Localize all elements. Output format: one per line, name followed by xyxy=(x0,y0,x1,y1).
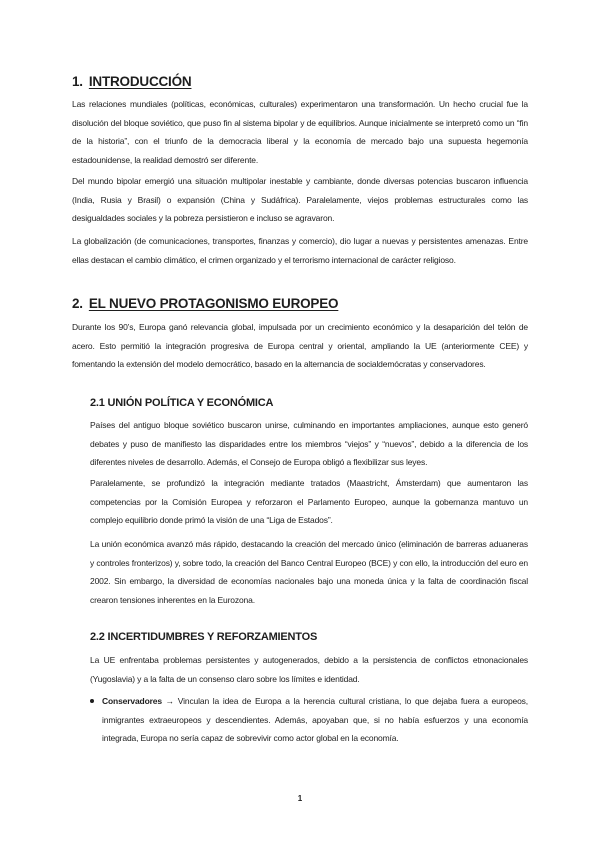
section-2-heading xyxy=(72,296,338,311)
section-2-1-paragraph-1: Países del antiguo bloque soviético buscaron unirse, culminando en importantes ampliaciones, aunque esto generó debates y puso de manifiesto las disparidades entre los miembros “viejos” y “nuevos”, debido a la diferencia de los diferentes niveles de desarrollo. Además, el Consejo de Europa obligó a flexibilizar sus leyes. xyxy=(90,420,528,468)
section-2-1-paragraph-3: La unión económica avanzó más rápido, destacando la creación del mercado único (eliminación de barreras aduaneras y controles fronterizos) y, sobre todo, la creación del Banco Central Europeo (BCE) y con ello, la introducción del euro en 2002. Sin embargo, la diversidad de economías nacionales bajo una moneda única y la falta de coordinación fiscal crearon tensiones inherentes en la Eurozona. xyxy=(90,539,528,605)
bullet-text: Vinculan la idea de Europa a la herencia cultural cristiana, lo que dejaba fuera a europeos, inmigrantes extraeuropeos y descendientes. Además, apoyaban que, si no había esfuerzos y una economía integrada, Europa no sería capaz de sobrevivir como actor global en la economía. xyxy=(102,696,528,744)
bullet-dot-icon xyxy=(90,699,94,703)
section-1-paragraph-2: Del mundo bipolar emergió una situación multipolar inestable y cambiante, donde diversas potencias buscaron influencia (India, Rusia y Brasil) o expansión (China y Sudáfrica). Paralelamente, viejos problemas estructurales como las desigualdades sociales y la pobreza persistieron e incluso se agravaron. xyxy=(72,176,528,224)
section-2-title: EL NUEVO PROTAGONISMO EUROPEO xyxy=(88,296,339,311)
page-number: 1 xyxy=(297,794,303,803)
bullet-label: Conservadores → xyxy=(102,696,175,706)
section-2-1-paragraph-2: Paralelamente, se profundizó la integración mediante tratados (Maastricht, Ámsterdam) que aumentaron las competencias por la Comisión Europea y reforzaron el Parlamento Europeo, aunque la gobernanza mantuvo un complejo equilibrio donde primó la visión de una “Liga de Estados”. xyxy=(90,478,528,526)
section-1-number: 1. xyxy=(72,74,83,89)
section-2-paragraph-1: Durante los 90’s, Europa ganó relevancia global, impulsada por un crecimiento económico y la desaparición del telón de acero. Esto permitió la integración progresiva de Europa central y oriental, ampliando la UE (anteriormente CEE) y fomentando la extensión del modelo democrático, basado en la alternancia de socialdemócratas y conservadores. xyxy=(72,322,528,370)
section-1-heading xyxy=(72,74,191,89)
section-1-title: INTRODUCCIÓN xyxy=(88,74,192,89)
section-2-number: 2. xyxy=(72,296,83,311)
section-2-1-heading: 2.1 UNIÓN POLÍTICA Y ECONÓMICA xyxy=(90,397,274,409)
section-2-2-heading: 2.2 INCERTIDUMBRES Y REFORZAMIENTOS xyxy=(90,631,318,643)
section-2-2-paragraph-1: La UE enfrentaba problemas persistentes y autogenerados, debido a la persistencia de conflictos etnonacionales (Yugoslavia) y a la falta de un consenso claro sobre los límites e identidad. xyxy=(90,655,528,684)
section-1-paragraph-3: La globalización (de comunicaciones, transportes, finanzas y comercio), dio lugar a nuevas y persistentes amenazas. Entre ellas destacan el cambio climático, el crimen organizado y el terrorismo internacional de carácter religioso. xyxy=(72,236,528,265)
bullet-paragraph xyxy=(102,692,528,748)
section-1-paragraph-1: Las relaciones mundiales (políticas, económicas, culturales) experimentaron una transformación. Un hecho crucial fue la disolución del bloque soviético, que puso fin al sistema bipolar y de equilibrios. Aunque inicialmente se interpretó como un “fin de la historia”, con el triunfo de la democracia liberal y la economía de mercado bajo una supuesta hegemonía estadounidense, la realidad demostró ser diferente. xyxy=(72,99,528,165)
